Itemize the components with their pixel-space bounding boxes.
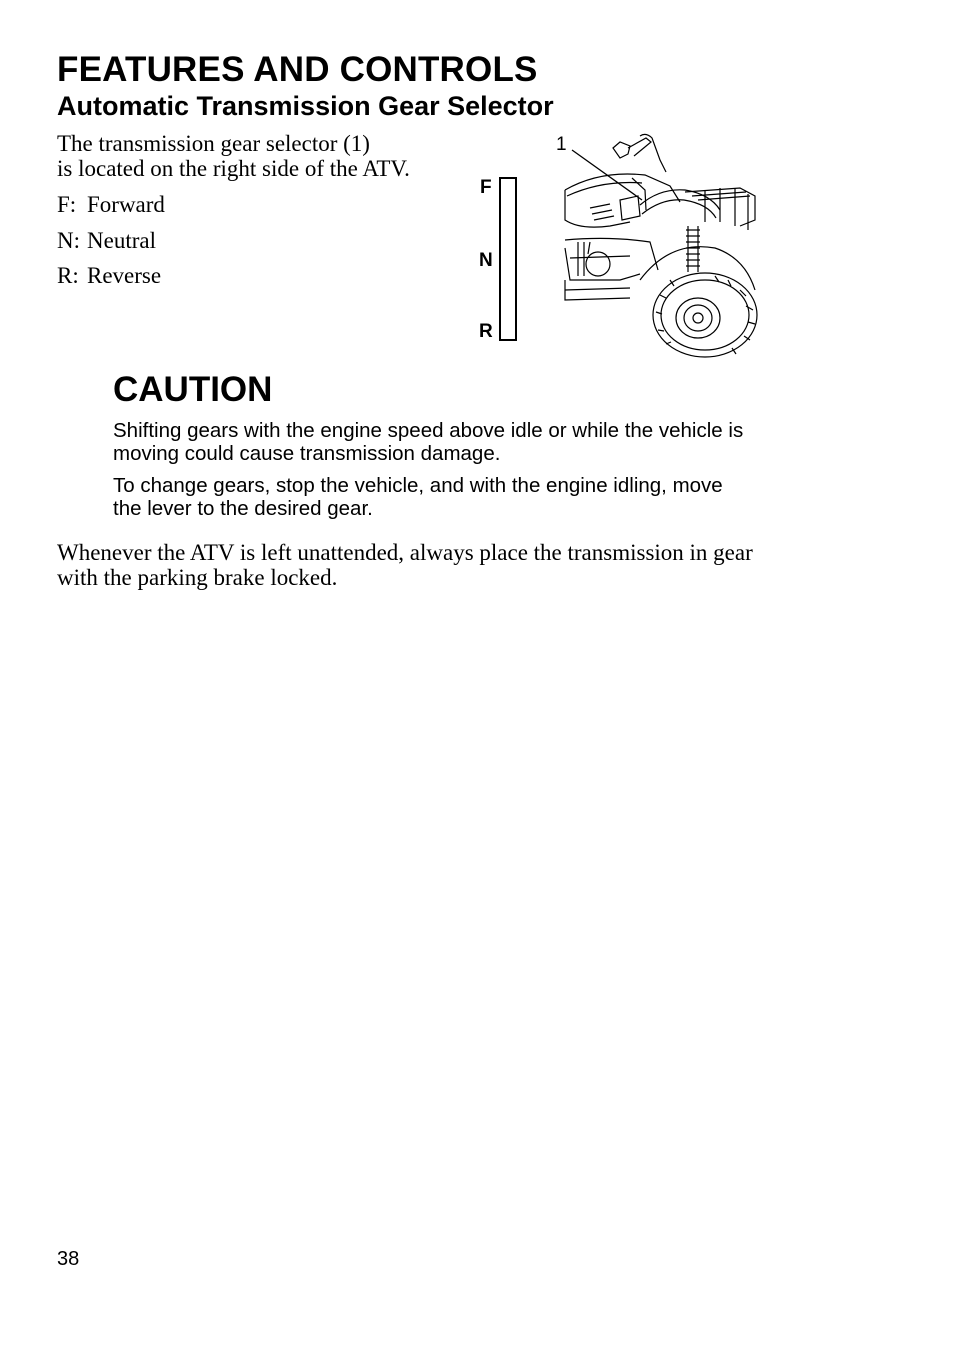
callout-number: 1 (556, 134, 567, 155)
intro-line: is located on the right side of the ATV. (57, 156, 410, 181)
gear-position-label-r: R (479, 321, 493, 342)
gear-legend-forward (57, 192, 165, 217)
sub-title: Automatic Transmission Gear Selector (57, 91, 554, 121)
gear-legend-neutral (57, 228, 156, 253)
shift-gate-slot (500, 178, 516, 340)
atv-illustration (470, 130, 770, 365)
intro-line: The transmission gear selector (1) (57, 131, 370, 156)
gear-position-label-f: F (480, 177, 492, 198)
gear-legend-name: Reverse (87, 263, 162, 288)
gear-legend-letter: R: (57, 263, 79, 288)
section-title: FEATURES AND CONTROLS (57, 50, 538, 89)
gear-legend-name: Neutral (87, 228, 156, 253)
caution-paragraph-changing-gears: To change gears, stop the vehicle, and with the engine idling, move the lever to the desired gear. (113, 474, 723, 520)
gear-legend-letter: F: (57, 192, 77, 217)
gear-legend-name: Forward (87, 192, 165, 217)
caution-title: CAUTION (113, 370, 273, 409)
caution-paragraph-shifting: Shifting gears with the engine speed above idle or while the vehicle is moving could cause transmission damage. (113, 419, 744, 465)
gear-legend-letter: N: (57, 228, 80, 253)
page-number: 38 (57, 1248, 80, 1270)
closing-paragraph: Whenever the ATV is left unattended, always place the transmission in gear with the parking brake locked. (57, 540, 753, 590)
intro-paragraph (57, 131, 477, 181)
atv-line-art (565, 134, 757, 357)
gear-position-label-n: N (479, 250, 493, 271)
gear-selector-figure (470, 130, 770, 365)
gear-legend-reverse (57, 263, 161, 288)
